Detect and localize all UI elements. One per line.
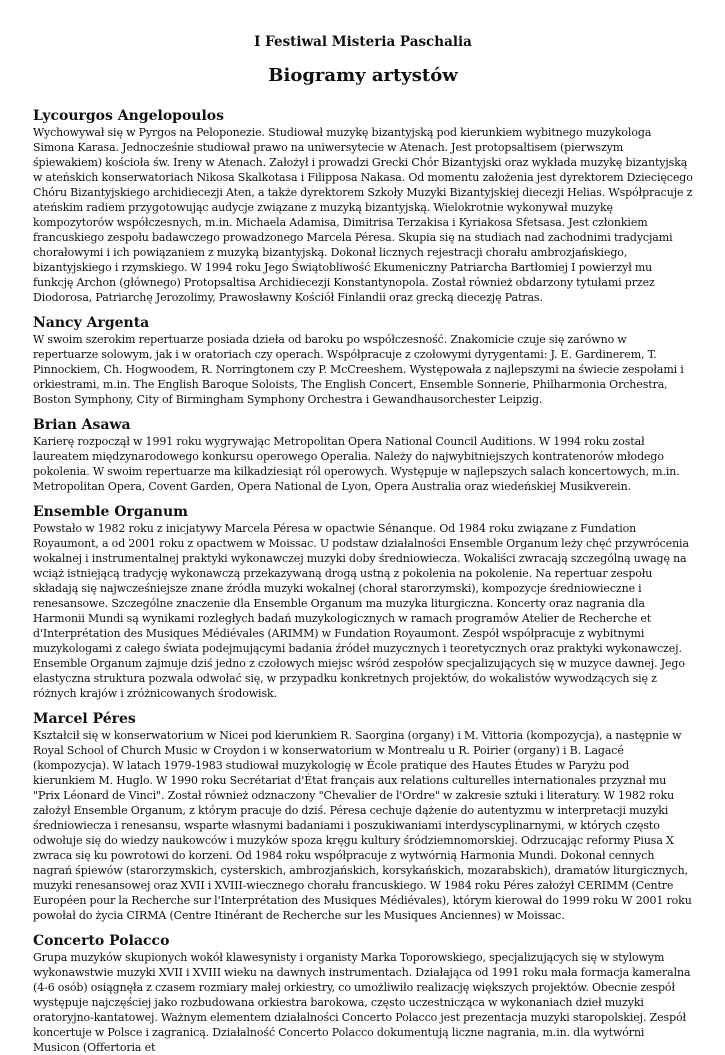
page-title: Biogramy artystów [268,65,458,86]
bio-section-argenta [33,314,693,407]
bio-name: Marcel Péres [33,711,136,727]
bio-section-concerto-polacco [33,932,693,1055]
bio-name: Nancy Argenta [33,315,150,331]
bio-name: Brian Asawa [33,417,131,433]
bio-text: Powstało w 1982 roku z inicjatywy Marcela Péresa w opactwie Sénanque. Od 1984 roku związane z Fundation Royaumont, a od 2001 roku z opactwem w Moissac. U podstaw działalności Ensemble Organum leży chęć przywrócenia wokalnej i instrumentalnej praktyki wykonawczej muzyki doby średniowiecza. Wokaliści zwracają szczególną uwagę na wciąż istniejącą tradycję wykonawczą przekazywaną drogą ustną z pokolenia na pokolenie. Na repertuar zespołu składają się najwcześniejsze znane źródła muzyki wokalnej (chorał starorzymski), kompozycje średniowieczne i renesansowe. Szczególne znaczenie dla Ensemble Organum ma muzyka liturgiczna. Koncerty oraz nagrania dla Harmonii Mundi są wynikami rozległych badań muzykologicznych w ramach programów Atelier de Recherche et d'Interprétation des Musiques Médiévales (ARIMM) w Fundation Royaumont. Zespół współpracuje z wybitnymi muzykologami z całego świata podejmującymi badania źródeł muzycznych i teoretycznych oraz praktyki wykonawczej. Ensemble Organum zajmuje dziś jedno z czołowych miejsc wśród zespołów specjalizujących się w muzyce dawnej. Jego elastyczna struktura pozwala odwołać się, w przypadku konkretnych projektów, do wokalistów wywodzących się z różnych krajów i zróżnicowanych środowisk. [33,522,689,700]
bio-section-peres [33,710,693,923]
bio-name: Lycourgos Angelopoulos [33,108,225,124]
festival-title: I Festiwal Misteria Paschalia [254,34,472,50]
bio-section-ensemble-organum [33,503,693,701]
bio-text: Kształcił się w konserwatorium w Nicei pod kierunkiem R. Saorgina (organy) i M. Vittoria (kompozycja), a następnie w Royal School of Church Music w Croydon i w konserwatorium w Montrealu u R. Poirier (organy) i B. Lagacé (kompozycja). W latach 1979-1983 studiował muzykologię w École pratique des Hautes Études w Paryżu pod kierunkiem M. Huglo. W 1990 roku Secrétariat d'État français aux relations culturelles internationales przyznał mu "Prix Léonard de Vinci". Został również odznaczony "Chevalier de l'Ordre" w zakresie sztuki i literatury. W 1982 roku założył Ensemble Organum, z którym pracuje do dziś. Péresa cechuje dążenie do autentyzmu w interpretacji muzyki średniowiecza i renesansu, wsparte własnymi badaniami i poszukiwaniami interdyscyplinarnymi, w których często odwołuje się do wiedzy naukowców i muzyków spoza kręgu kultury śródziemnomorskiej. Odrzucając reformy Piusa X zwraca się ku powrotowi do korzeni. Od 1984 roku współpracuje z wytwórnią Harmonia Mundi. Dokonał cennych nagrań śpiewów (starorzymskich, cysterskich, ambrozjańskich, korsykańskich, mozarabskich), dramatów liturgicznych, muzyki renesansowej oraz XVII i XVIII-wiecznego chorału francuskiego. W 1984 roku Péres założył CERIMM (Centre Européen pour la Recherche sur l'Interprétation des Musiques Médiévales), którym kierował do 1999 roku W 2001 roku powołał do życia CIRMA (Centre Itinérant de Recherche sur les Musiques Anciennes) w Moissac. [33,729,692,922]
bio-text: Karierę rozpoczął w 1991 roku wygrywając Metropolitan Opera National Council Auditions. W 1994 roku został laureatem międzynarodowego konkursu operowego Operalia. Należy do najwybitniejszych kontratenorów młodego pokolenia. W swoim repertuarze ma kilkadziesiąt ról operowych. Występuje w najlepszych salach koncertowych, m.in. Metropolitan Opera, Covent Garden, Opera National de Lyon, Opera Australia oraz wiedeńskiej Musikverein. [33,435,680,493]
bio-text: Wychowywał się w Pyrgos na Peloponezie. Studiował muzykę bizantyjską pod kierunkiem wybitnego muzykologa Simona Karasa. Jednocześnie studiował prawo na uniwersytecie w Atenach. Jest protopsaltisem (pierwszym śpiewakiem) kościoła św. Ireny w Atenach. Założył i prowadzi Grecki Chór Bizantyjski oraz wykłada muzykę bizantyjską w ateńskich konserwatoriach Nikosa Skalkotasa i Filipposa Nakasa. Od momentu założenia jest dyrektorem Dziecięcego Chóru Bizantyjskiego archidiecezji Aten, a także dyrektorem Szkoły Muzyki Bizantyjskiej diecezji Helias. Współpracuje z ateńskim radiem przygotowując audycje związane z muzyką bizantyjską. Wielokrotnie wykonywał muzykę kompozytorów współczesnych, m.in. Michaela Adamisa, Dimitrisa Terzakisa i Kyriakosa Sfetsasa. Jest członkiem francuskiego zespołu badawczego prowadzonego Marcela Péresa. Skupia się na studiach nad zachodnimi tradycjami chorałowymi i ich powiązaniem z muzyką bizantyjską. Dokonał licznych rejestracji chorału ambrozjańskiego, bizantyjskiego i rzymskiego. W 1994 roku Jego Świątobliwość Ekumeniczny Patriarcha Bartłomiej I powierzył mu funkcję Archon (głównego) Protopsaltisa Archidiecezji Konstantynopola. Został również obdarzony tytułami przez Diodorosa, Patriarchę Jerozolimy, Prawosławny Kościół Finlandii oraz grecką diecezję Patras. [33,126,693,304]
bio-text: Grupa muzyków skupionych wokół klawesynisty i organisty Marka Toporowskiego, specjalizujących się w stylowym wykonawstwie muzyki XVII i XVIII wieku na dawnych instrumentach. Działająca od 1991 roku mała formacja kameralna (4-6 osób) osiągnęła z czasem rozmiary małej orkiestry, co umożliwiło realizację większych projektów. Obecnie zespół występuje najczęściej jako rozbudowana orkiestra barokowa, często uczestnicząca w wykonaniach dzieł muzyki oratoryjno-kantatowej. Ważnym elementem działalności Concerto Polacco jest prezentacja muzyki staropolskiej. Zespół koncertuje w Polsce i zagranicą. Działalność Concerto Polacco dokumentują liczne nagrania, m.in. dla wytwórni Musicon (Offertoria et [33,951,691,1054]
bio-name: Ensemble Organum [33,504,188,520]
bio-text: W swoim szerokim repertuarze posiada dzieła od baroku po współczesność. Znakomicie czuje się zarówno w repertuarze solowym, jak i w oratoriach czy operach. Współpracuje z czołowymi dyrygentami: J. E. Gardinerem, T. Pinnockiem, Ch. Hogwoodem, R. Norringtonem czy P. McCreeshem. Występowała z najlepszymi na świecie zespołami i orkiestrami, m.in. The English Baroque Soloists, The English Concert, Ensemble Sonnerie, Philharmonia Orchestra, Boston Symphony, City of Birmingham Symphony Orchestra i Gewandhausorchester Leipzig. [33,333,684,406]
bio-section-angelopoulos [33,107,693,305]
bio-name: Concerto Polacco [33,933,170,949]
bio-section-asawa [33,416,693,494]
